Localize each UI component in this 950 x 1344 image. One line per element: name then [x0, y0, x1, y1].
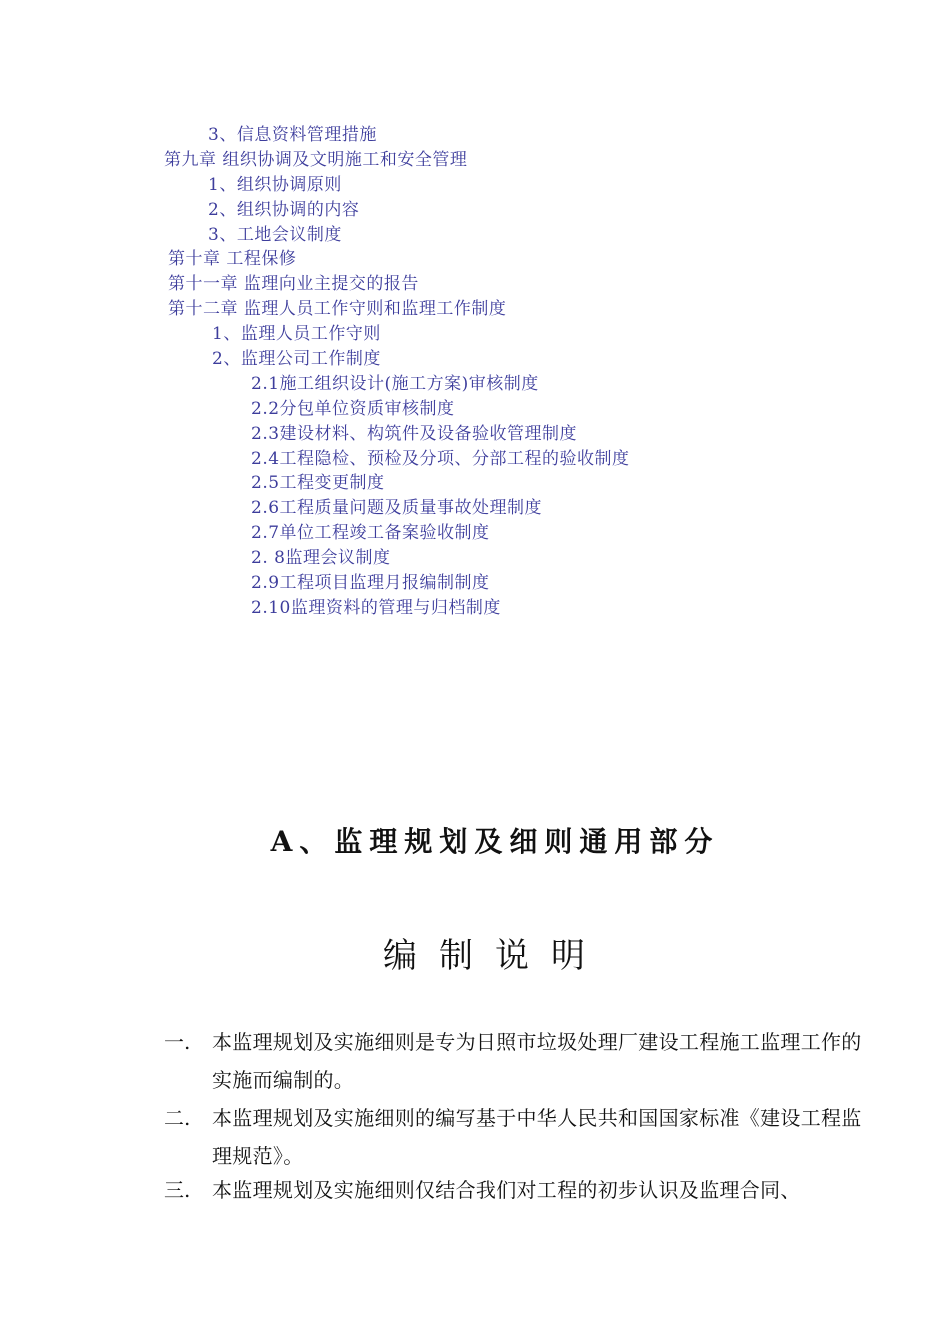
toc-item: 3、信息资料管理措施 — [208, 125, 377, 145]
toc-subitem: 2.9工程项目监理月报编制制度 — [251, 573, 490, 593]
toc-chapter: 第九章 组织协调及文明施工和安全管理 — [164, 150, 468, 170]
toc-subitem: 2.7单位工程竣工备案验收制度 — [251, 523, 490, 543]
toc-subitem: 2.6工程质量问题及质量事故处理制度 — [251, 498, 543, 518]
toc-chapter: 第十章 工程保修 — [168, 249, 297, 269]
numbered-paragraph — [164, 1099, 864, 1175]
paragraph-text: 本监理规划及实施细则仅结合我们对工程的初步认识及监理合同、 — [212, 1178, 801, 1202]
paragraph-text: 本监理规划及实施细则的编写基于中华人民共和国国家标准《建设工程监理规范》。 — [212, 1106, 862, 1168]
numbered-paragraph — [164, 1023, 864, 1099]
toc-item: 2、组织协调的内容 — [208, 200, 360, 220]
toc-subitem: 2. 8监理会议制度 — [251, 548, 391, 568]
toc-subitem: 2.1施工组织设计(施工方案)审核制度 — [251, 374, 539, 394]
paragraph-text: 本监理规划及实施细则是专为日照市垃圾处理厂建设工程施工监理工作的实施而编制的。 — [212, 1030, 862, 1092]
toc-chapter: 第十二章 监理人员工作守则和监理工作制度 — [168, 299, 507, 319]
paragraph-number: 三. — [164, 1178, 191, 1202]
toc-subitem: 2.2分包单位资质审核制度 — [251, 399, 455, 419]
toc-item: 1、监理人员工作守则 — [212, 324, 381, 344]
toc-chapter: 第十一章 监理向业主提交的报告 — [168, 274, 419, 294]
paragraph-number: 二. — [164, 1106, 191, 1130]
numbered-paragraph — [164, 1171, 864, 1209]
toc-subitem: 2.3建设材料、构筑件及设备验收管理制度 — [251, 424, 578, 444]
toc-item: 2、监理公司工作制度 — [212, 349, 381, 369]
document-title: 编制说明 — [383, 936, 607, 976]
toc-subitem: 2.10监理资料的管理与归档制度 — [251, 598, 501, 618]
toc-subitem: 2.4工程隐检、预检及分项、分部工程的验收制度 — [251, 449, 630, 469]
toc-subitem: 2.5工程变更制度 — [251, 473, 385, 493]
paragraph-number: 一. — [164, 1030, 191, 1054]
toc-item: 1、组织协调原则 — [208, 175, 342, 195]
section-heading: A、监理规划及细则通用部分 — [270, 825, 720, 858]
toc-item: 3、工地会议制度 — [208, 225, 342, 245]
